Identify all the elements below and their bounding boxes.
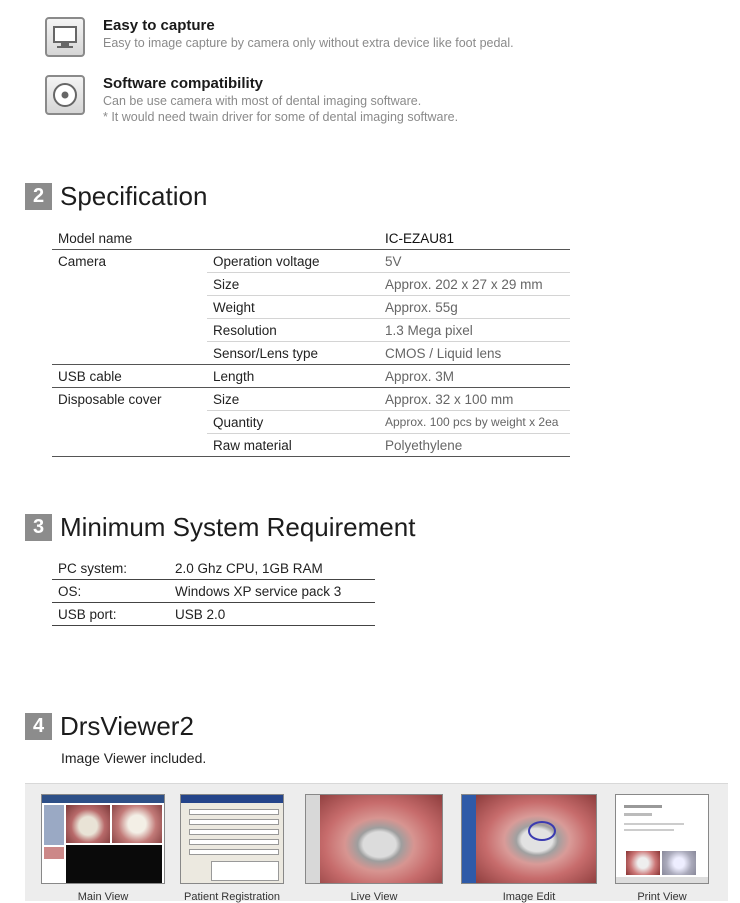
table-row (52, 273, 570, 296)
thumbnail-caption: Main View (77, 891, 129, 903)
table-cell (52, 434, 207, 457)
table-cell: Approx. 3M (379, 365, 570, 388)
table-cell: Disposable cover (58, 391, 162, 407)
table-row (52, 434, 570, 457)
feature-title: Easy to capture (103, 17, 215, 34)
monitor-icon (45, 17, 85, 57)
feature-desc: Easy to image capture by camera only without extra device like foot pedal. (103, 36, 514, 50)
thumbnail-live-view[interactable] (305, 794, 443, 903)
feature-desc: Can be use camera with most of dental imaging software. (103, 94, 422, 108)
thumbnail-caption: Print View (637, 891, 687, 903)
table-cell: Sensor/Lens type (207, 342, 379, 365)
feature-note: * It would need twain driver for some of dental imaging software. (103, 110, 459, 124)
table-cell: USB cable (52, 365, 207, 388)
table-row (52, 250, 570, 273)
patient-registration-image (180, 794, 284, 884)
screenshot-strip (25, 783, 728, 901)
feature-title: Software compatibility (103, 75, 264, 92)
table-cell: Size (207, 388, 379, 411)
table-cell (52, 296, 207, 319)
feature-easy-capture (45, 17, 514, 57)
feature-software-compat (45, 75, 458, 125)
section-title: Specification (60, 181, 208, 211)
table-cell: Approx. 55g (379, 296, 570, 319)
table-cell: Size (207, 273, 379, 296)
section-number: 3 (25, 514, 52, 541)
thumbnail-patient-registration[interactable] (180, 794, 284, 903)
table-cell: Approx. 202 x 27 x 29 mm (379, 273, 570, 296)
viewer-note: Image Viewer included. (61, 750, 207, 766)
table-cell: 2.0 Ghz CPU, 1GB RAM (169, 557, 375, 580)
table-cell: Polyethylene (379, 434, 570, 457)
table-cell (52, 319, 207, 342)
print-view-image (615, 794, 709, 884)
table-cell: Approx. 32 x 100 mm (379, 388, 570, 411)
thumbnail-main-view[interactable] (41, 794, 165, 903)
table-cell (52, 411, 207, 434)
thumbnail-caption: Live View (350, 891, 398, 903)
section-number: 4 (25, 713, 52, 740)
table-cell: USB 2.0 (169, 603, 375, 626)
section-requirement-heading (25, 512, 415, 542)
table-cell: Windows XP service pack 3 (169, 580, 375, 603)
table-cell (52, 342, 207, 365)
table-cell: PC system: (52, 557, 169, 580)
table-cell: USB port: (52, 603, 169, 626)
table-cell (207, 227, 379, 250)
table-cell: Camera (58, 253, 107, 269)
table-row (52, 342, 570, 365)
table-cell: Resolution (207, 319, 379, 342)
table-row (52, 365, 570, 388)
table-row (52, 296, 570, 319)
section-number: 2 (25, 183, 52, 210)
section-viewer-heading (25, 711, 194, 741)
table-row (52, 227, 570, 250)
table-row (52, 388, 570, 411)
table-cell: 5V (379, 250, 570, 273)
table-cell: Approx. 100 pcs by weight x 2ea (379, 411, 570, 434)
table-row (52, 557, 375, 580)
thumbnail-caption: Patient Registration (184, 891, 280, 903)
section-title: DrsViewer2 (60, 711, 194, 741)
table-row (52, 580, 375, 603)
table-cell: Operation voltage (207, 250, 379, 273)
thumbnail-caption: Image Edit (502, 891, 556, 903)
table-cell: Quantity (207, 411, 379, 434)
table-cell (52, 273, 207, 296)
section-specification-heading (25, 181, 207, 211)
table-cell: IC-EZAU81 (379, 227, 570, 250)
table-cell: 1.3 Mega pixel (379, 319, 570, 342)
requirement-table (52, 557, 375, 626)
table-cell: Length (207, 365, 379, 388)
table-cell: Raw material (207, 434, 379, 457)
section-title: Minimum System Requirement (60, 512, 416, 542)
specification-table (52, 227, 570, 457)
disc-icon (45, 75, 85, 115)
main-view-image (41, 794, 165, 884)
image-edit-image (461, 794, 597, 884)
table-cell: OS: (52, 580, 169, 603)
live-view-image (305, 794, 443, 884)
table-row (52, 319, 570, 342)
thumbnail-print-view[interactable] (615, 794, 709, 903)
table-cell: Weight (207, 296, 379, 319)
table-cell: CMOS / Liquid lens (379, 342, 570, 365)
table-cell: Model name (52, 227, 207, 250)
table-row (52, 411, 570, 434)
table-row (52, 603, 375, 626)
thumbnail-image-edit[interactable] (461, 794, 597, 903)
